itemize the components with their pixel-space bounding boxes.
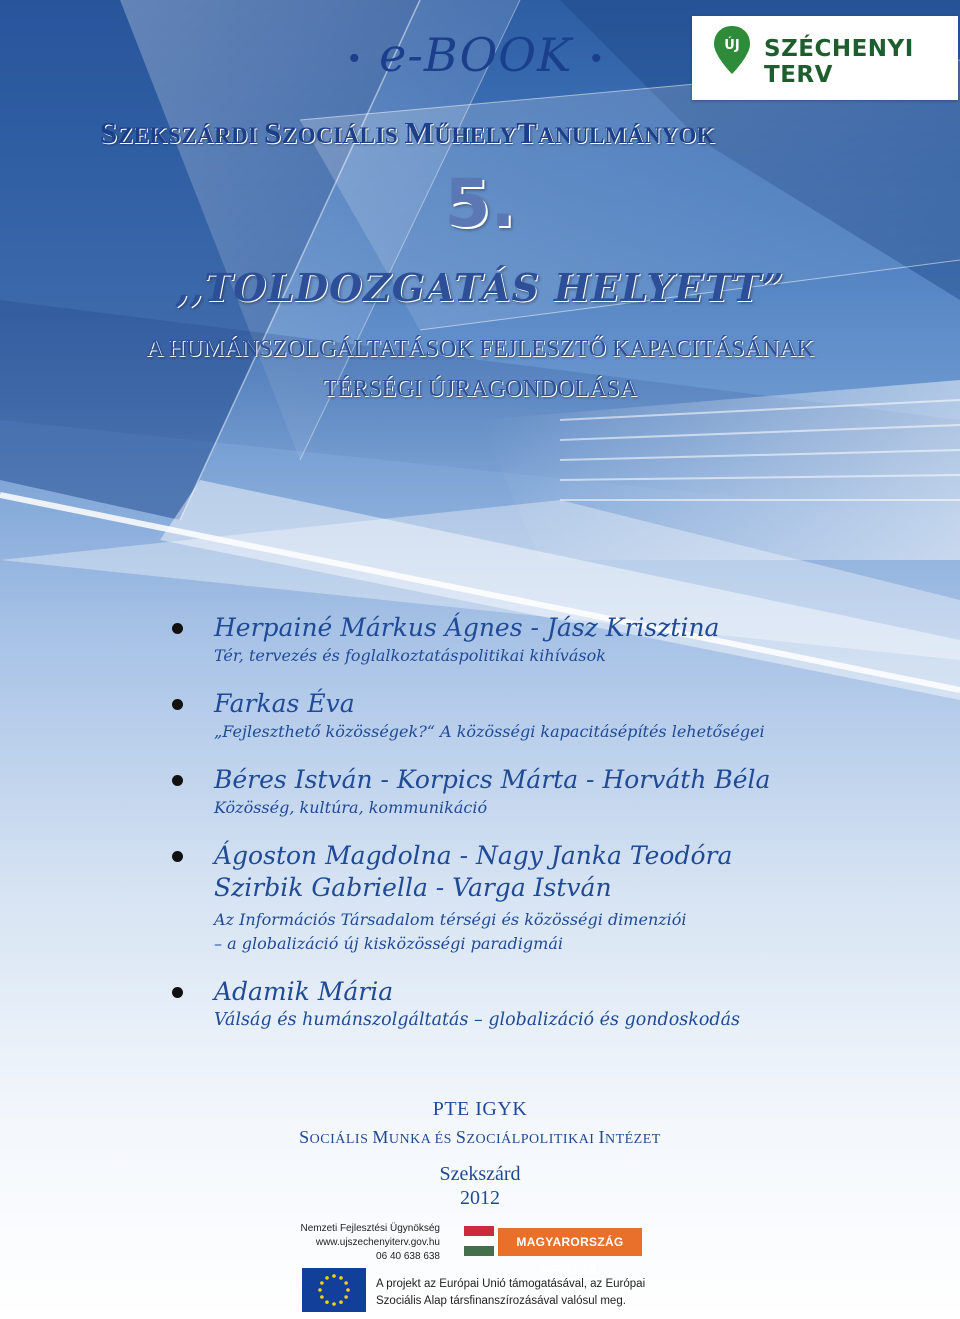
inst-word: NTÉZET — [604, 1132, 661, 1147]
series-word-2: ZOCIÁLIS — [281, 123, 405, 148]
inst-initial: M — [372, 1127, 389, 1147]
magyarorszag-megujul-badge: MAGYARORSZÁG MEGÚJUL — [498, 1228, 642, 1256]
eu-star — [320, 1281, 324, 1285]
eu-star — [325, 1276, 329, 1280]
inst-initial: S — [299, 1127, 310, 1147]
bullet-icon — [172, 775, 183, 786]
series-initial-s1: S — [100, 115, 118, 150]
entry-title: Közösség, kultúra, kommunikáció — [214, 798, 488, 817]
inst-word: OCIÁLIS — [309, 1132, 373, 1147]
series-title — [100, 115, 900, 151]
contents-entry — [172, 688, 912, 744]
nfu-name: Nemzeti Fejlesztési Ügynökség — [300, 1223, 440, 1234]
place: Szekszárd — [439, 1163, 521, 1185]
series-initial-m: M — [404, 115, 435, 150]
bullet-icon — [172, 987, 183, 998]
entry-authors: Szirbik Gabriella - Varga István — [214, 873, 612, 902]
eu-star — [339, 1300, 343, 1304]
contents-entry — [172, 840, 912, 956]
year: 2012 — [460, 1187, 500, 1209]
contents-list — [172, 612, 912, 1052]
series-word-4: ANULMÁNYOK — [537, 123, 716, 148]
subtitle-line-2: TÉRSÉGI ÚJRAGONDOLÁSA — [322, 376, 637, 402]
eu-funding-note — [376, 1276, 676, 1310]
subtitle-line-1: A HUMÁNSZOLGÁLTATÁSOK FEJLESZTŐ KAPACITÁSÁNAK — [146, 336, 814, 362]
inst-word: ZOCIÁLPOLITIKAI — [466, 1132, 599, 1147]
eu-star — [332, 1274, 336, 1278]
eu-star — [339, 1276, 343, 1280]
entry-authors: Farkas Éva — [214, 689, 355, 718]
entry-authors: Adamik Mária — [214, 977, 394, 1006]
eu-star — [320, 1295, 324, 1299]
eu-star — [318, 1288, 322, 1292]
eu-flag-icon — [302, 1268, 366, 1312]
place-and-year — [0, 1162, 960, 1210]
series-word-1: ZEKSZÁRDI — [117, 123, 264, 148]
entry-title: – a globalizáció új kisközösségi paradigmái — [214, 934, 563, 953]
series-word-3: ŰHELY — [434, 123, 517, 148]
entry-authors: Ágoston Magdolna - Nagy Janka Teodóra — [214, 841, 733, 870]
ebook-bullet-left: • — [346, 42, 364, 76]
book-title: ,,TOLDOZGATÁS HELYETT” — [175, 265, 785, 310]
logo-pin-text: ÚJ — [724, 38, 740, 53]
contents-entry — [172, 976, 912, 1032]
bullet-icon — [172, 699, 183, 710]
nfu-web: www.ujszechenyiterv.gov.hu — [315, 1237, 440, 1248]
inst-word: ÉS — [434, 1132, 456, 1147]
bullet-icon — [172, 623, 183, 634]
series-initial-s2: S — [263, 115, 282, 150]
entry-authors: Herpainé Márkus Ágnes - Jász Krisztina — [214, 613, 720, 642]
uj-szechenyi-terv-logo — [692, 16, 958, 100]
series-initial-t: T — [516, 115, 538, 150]
entry-title: Az Információs Társadalom térségi és közösségi dimenziói — [214, 910, 687, 929]
institution-block — [0, 1098, 960, 1148]
institution-department — [0, 1127, 960, 1148]
entry-title: Tér, tervezés és foglalkoztatáspolitikai kihívások — [214, 646, 606, 665]
nfu-phone: 06 40 638 638 — [376, 1251, 440, 1262]
eu-star — [325, 1300, 329, 1304]
ebook-bullet-right: • — [587, 42, 606, 76]
hungarian-flag-icon — [464, 1226, 494, 1256]
map-pin-icon — [712, 24, 752, 76]
inst-word: UNKA — [388, 1132, 435, 1147]
eu-star — [344, 1295, 348, 1299]
inst-initial: I — [598, 1127, 605, 1147]
eu-note-line-2: Szociális Alap társfinanszírozásával valósul meg. — [376, 1295, 626, 1307]
eu-star — [332, 1302, 336, 1306]
inst-initial: S — [455, 1127, 467, 1147]
eu-star — [346, 1288, 350, 1292]
bullet-icon — [172, 851, 183, 862]
entry-title: „Fejleszthető közösségek?“ A közösségi kapacitásépítés lehetőségei — [214, 722, 765, 741]
entry-title: Válság és humánszolgáltatás – globalizáció és gondoskodás — [214, 1010, 741, 1030]
eu-star — [344, 1281, 348, 1285]
contents-entry — [172, 612, 912, 668]
volume-number: 5. — [444, 165, 516, 242]
eu-note-line-1: A projekt az Európai Unió támogatásával, az Európai — [376, 1278, 646, 1290]
ebook-label: e-BOOK — [379, 28, 573, 82]
entry-authors: Béres István - Korpics Márta - Horváth Béla — [214, 765, 771, 794]
institution-name: PTE IGYK — [432, 1098, 528, 1120]
nfu-info — [300, 1222, 440, 1264]
logo-text: SZÉCHENYI TERV — [764, 36, 914, 88]
contents-entry — [172, 764, 912, 820]
